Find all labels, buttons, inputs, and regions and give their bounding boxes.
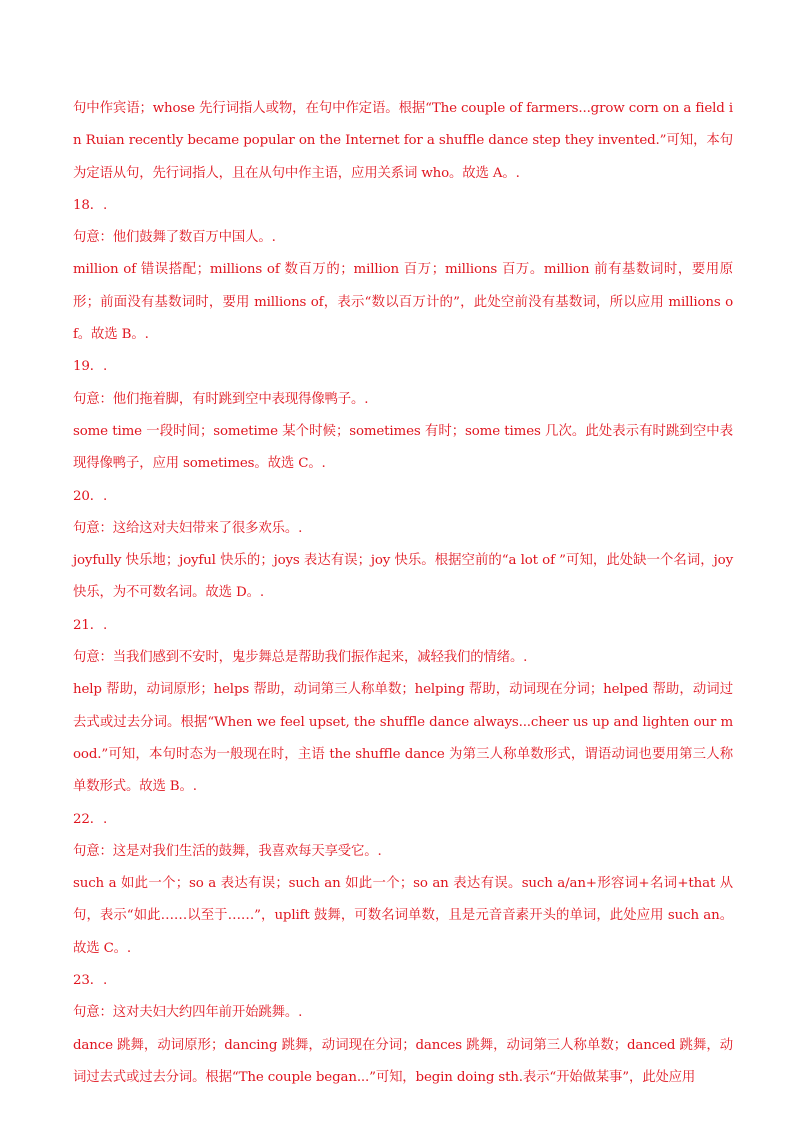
translation-21: 句意：当我们感到不安时，鬼步舞总是帮助我们振作起来，减轻我们的情绪。. <box>73 650 528 666</box>
question-number-22: 22．. <box>73 811 108 827</box>
explanation-23: dance 跳舞，动词原形；dancing 跳舞，动词现在分词；dances 跳舞，动词第三人称单数；danced 跳舞，动词过去式或过去分词。根据“The couple began...”可知，begin doing sth.表示“开始做某事”，此处应用 <box>73 1037 733 1085</box>
translation-23: 句意：这对夫妇大约四年前开始跳舞。. <box>73 1005 303 1021</box>
explanation-22: such a 如此一个；so a 表达有误；such an 如此一个；so an 表达有误。such a/an+形容词+名词+that 从句，表示“如此……以至于……”，uplift 鼓舞，可数名词单数，且是元音音素开头的单词，此处应用 such an。故选 C。. <box>73 876 733 956</box>
question-number-18: 18．. <box>73 197 108 213</box>
explanation-20: joyfully 快乐地；joyful 快乐的；joys 表达有误；joy 快乐。根据空前的“a lot of ”可知，此处缺一个名词，joy 快乐，为不可数名词。故选 D。. <box>73 553 733 601</box>
translation-20: 句意：这给这对夫妇带来了很多欢乐。. <box>73 520 303 536</box>
translation-22: 句意：这是对我们生活的鼓舞，我喜欢每天享受它。. <box>73 843 382 859</box>
translation-19: 句意：他们拖着脚，有时跳到空中表现得像鸭子。. <box>73 391 369 407</box>
question-number-21: 21．. <box>73 617 108 633</box>
explanation-19: some time 一段时间；sometime 某个时候；sometimes 有时；some times 几次。此处表示有时跳到空中表现得像鸭子，应用 sometimes。故选 C。. <box>73 423 733 472</box>
explanation-21: help 帮助，动词原形；helps 帮助，动词第三人称单数；helping 帮助，动词现在分词；helped 帮助，动词过去式或过去分词。根据“When we feel upset, the shuffle dance always...cheer us up and lighten our mood.”可知，本句时态为一般现在时，主语 the shuffle dance 为第三人称单数形式，谓语动词也要用第三人称单数形式。故选 B。. <box>73 682 733 795</box>
paragraph-q17-explanation-end: 句中作宾语；whose 先行词指人或物，在句中作定语。根据“The couple of farmers...grow corn on a field in Ruian recently became popular on the Internet for a shuffle dance step they invented.”可知，本句为定语从句，先行词指人，且在从句中作主语，应用关系词 who。故选 A。. <box>73 101 733 181</box>
question-number-20: 20．. <box>73 488 108 504</box>
translation-18: 句意：他们鼓舞了数百万中国人。. <box>73 230 276 246</box>
question-number-19: 19．. <box>73 359 108 375</box>
explanation-18: million of 错误搭配；millions of 数百万的；million 百万；millions 百万。million 前有基数词时，要用原形；前面没有基数词时，要用 millions of，表示“数以百万计的”，此处空前没有基数词，所以应用 millions of。故选 B。. <box>73 262 733 343</box>
question-number-23: 23．. <box>73 973 108 989</box>
document-body <box>73 93 733 1094</box>
